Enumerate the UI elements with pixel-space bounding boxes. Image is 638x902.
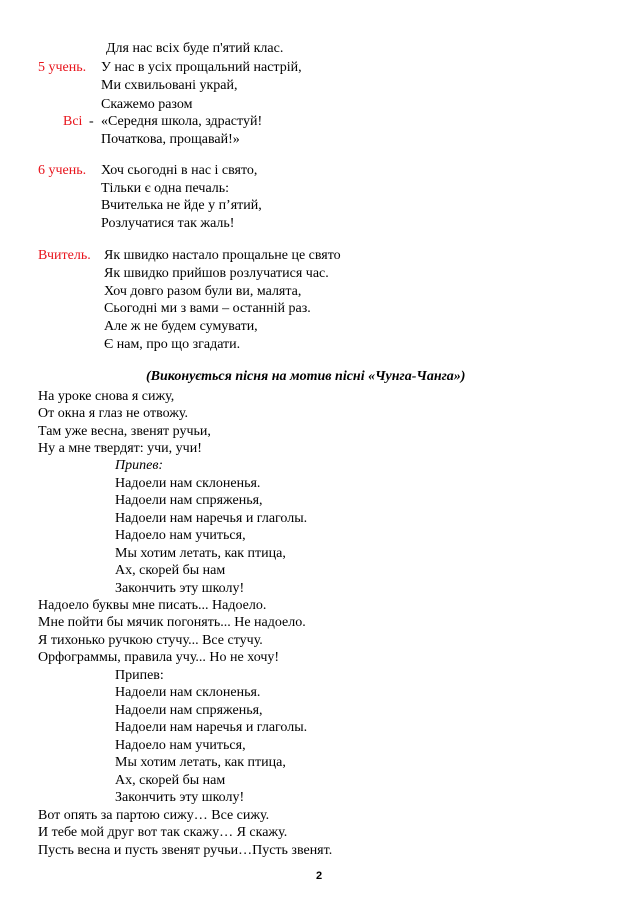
speaker-dash: - [89, 114, 94, 129]
chorus-line: Надоело нам учиться, [115, 738, 246, 753]
chorus-line: Надоели нам спряженья, [115, 703, 263, 718]
song-line: Орфограммы, правила учу... Но не хочу! [38, 650, 280, 665]
song-line: Я тихонько ручкою стучу... Все стучу. [38, 633, 263, 648]
poem-line: У нас в усіх прощальний настрій, [101, 60, 302, 75]
chorus-line: Надоели нам спряженья, [115, 493, 263, 508]
poem-line: Початкова, прощавай!» [101, 132, 240, 147]
chorus-line: Надоело нам учиться, [115, 528, 246, 543]
song-line: На уроке снова я сижу, [38, 389, 175, 404]
poem-line: Хоч сьогодні в нас і свято, [101, 163, 258, 178]
chorus-label: Припев: [115, 458, 164, 473]
chorus-line: Надоели нам наречья и глаголы. [115, 511, 308, 526]
chorus-line: Надоели нам наречья и глаголы. [115, 720, 308, 735]
poem-line: Але ж не будем сумувати, [104, 319, 258, 334]
poem-line: Сьогодні ми з вами – останній раз. [104, 301, 311, 316]
speaker-label: 5 учень. [38, 60, 87, 75]
song-line: Пусть весна и пусть звенят ручьи…Пусть звенят. [38, 843, 333, 858]
poem-line: Як швидко настало прощальне це свято [104, 248, 341, 263]
poem-line: Є нам, про що згадати. [104, 337, 241, 352]
poem-line: Хоч довго разом були ви, малята, [104, 284, 302, 299]
chorus-line: Мы хотим летать, как птица, [115, 755, 286, 770]
speaker-label: Вчитель. [38, 248, 91, 263]
poem-line: Вчителька не йде у п’ятий, [101, 198, 262, 213]
song-line: И тебе мой друг вот так скажу… Я скажу. [38, 825, 288, 840]
song-line: Там уже весна, звенят ручьи, [38, 424, 211, 439]
poem-line: Ми схвильовані украй, [101, 78, 238, 93]
speaker-label: 6 учень. [38, 163, 87, 178]
chorus-label: Припев: [115, 668, 164, 683]
song-heading: (Виконується пісня на мотив пісні «Чунга-Чанга») [146, 369, 466, 384]
poem-line: «Середня школа, здрастуй! [101, 114, 263, 129]
chorus-line: Мы хотим летать, как птица, [115, 546, 286, 561]
chorus-line: Ах, скорей бы нам [115, 773, 226, 788]
chorus-line: Закончить эту школу! [115, 581, 245, 596]
chorus-line: Закончить эту школу! [115, 790, 245, 805]
poem-line: Для нас всіх буде п'ятий клас. [106, 41, 284, 56]
song-line: Ну а мне твердят: учи, учи! [38, 441, 202, 456]
song-line: От окна я глаз не отвожу. [38, 406, 189, 421]
chorus-line: Ах, скорей бы нам [115, 563, 226, 578]
poem-line: Як швидко прийшов розлучатися час. [104, 266, 329, 281]
song-line: Надоело буквы мне писать... Надоело. [38, 598, 267, 613]
song-line: Мне пойти бы мячик погонять... Не надоело. [38, 615, 306, 630]
song-line: Вот опять за партою сижу… Все сижу. [38, 808, 270, 823]
poem-line: Тільки є одна печаль: [101, 181, 230, 196]
poem-line: Скажемо разом [101, 97, 193, 112]
chorus-line: Надоели нам склоненья. [115, 476, 261, 491]
chorus-line: Надоели нам склоненья. [115, 685, 261, 700]
poem-line: Розлучатися так жаль! [101, 216, 235, 231]
speaker-label: Всі [63, 114, 83, 129]
page-number: 2 [315, 870, 323, 882]
